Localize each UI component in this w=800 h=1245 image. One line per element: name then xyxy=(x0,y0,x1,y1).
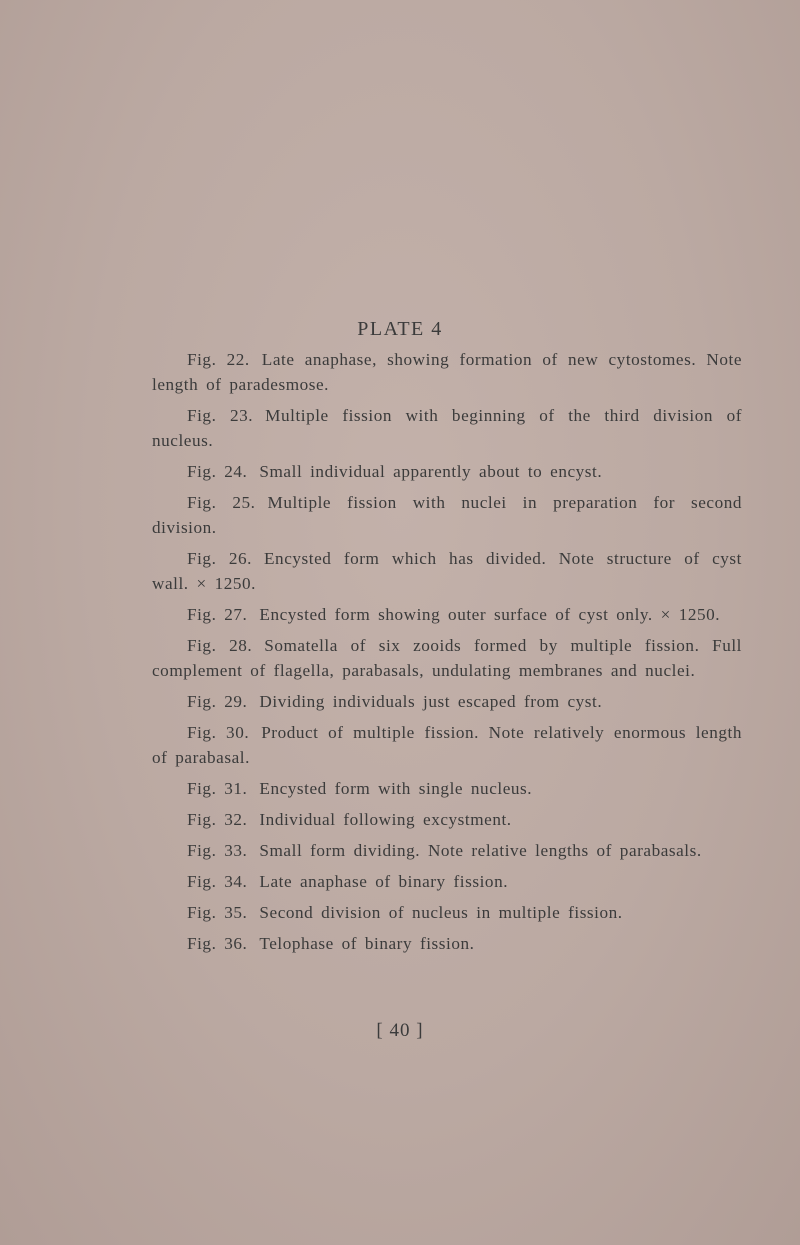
caption-fig-34 xyxy=(152,869,742,894)
caption-text: Individual following excystment. xyxy=(259,810,512,829)
caption-text: Late anaphase, showing formation of new cytostomes. Note length of paradesmose. xyxy=(152,350,742,394)
fig-label: Fig. 27. xyxy=(187,605,248,624)
caption-text: Encysted form which has divided. Note structure of cyst wall. × 1250. xyxy=(152,549,742,593)
fig-label: Fig. 35. xyxy=(187,903,248,922)
fig-label: Fig. 33. xyxy=(187,841,248,860)
fig-label: Fig. 30. xyxy=(187,723,250,742)
caption-text: Encysted form with single nucleus. xyxy=(259,779,533,798)
fig-label: Fig. 31. xyxy=(187,779,248,798)
fig-label: Fig. 25. xyxy=(187,493,256,512)
fig-label: Fig. 29. xyxy=(187,692,248,711)
caption-fig-27 xyxy=(152,602,742,627)
caption-text: Encysted form showing outer surface of cyst only. × 1250. xyxy=(259,605,721,624)
caption-fig-31 xyxy=(152,776,742,801)
plate-title: PLATE 4 xyxy=(357,318,443,340)
caption-fig-26 xyxy=(152,546,742,596)
caption-fig-22 xyxy=(152,347,742,397)
fig-label: Fig. 32. xyxy=(187,810,248,829)
caption-fig-28 xyxy=(152,633,742,683)
fig-label: Fig. 22. xyxy=(187,350,250,369)
caption-fig-24 xyxy=(152,459,742,484)
caption-text: Product of multiple fission. Note relatively enormous length of parabasal. xyxy=(152,723,742,767)
caption-fig-33 xyxy=(152,838,742,863)
caption-text: Second division of nucleus in multiple fission. xyxy=(259,903,623,922)
figure-captions xyxy=(152,347,742,962)
fig-label: Fig. 23. xyxy=(187,406,254,425)
fig-label: Fig. 28. xyxy=(187,636,253,655)
caption-fig-36 xyxy=(152,931,742,956)
caption-fig-23 xyxy=(152,403,742,453)
page-number: [ 40 ] xyxy=(376,1020,424,1041)
caption-text: Small individual apparently about to encyst. xyxy=(259,462,603,481)
caption-text: Dividing individuals just escaped from cyst. xyxy=(259,692,603,711)
caption-text: Multiple fission with beginning of the third division of nucleus. xyxy=(152,406,742,450)
caption-fig-35 xyxy=(152,900,742,925)
fig-label: Fig. 34. xyxy=(187,872,248,891)
caption-text: Small form dividing. Note relative lengths of parabasals. xyxy=(259,841,702,860)
fig-label: Fig. 26. xyxy=(187,549,252,568)
caption-text: Somatella of six zooids formed by multiple fission. Full complement of flagella, parabasals, undulating membranes and nuclei. xyxy=(152,636,743,680)
caption-fig-30 xyxy=(152,720,742,770)
caption-fig-29 xyxy=(152,689,742,714)
caption-fig-25 xyxy=(152,490,742,540)
caption-text: Telophase of binary fission. xyxy=(259,934,475,953)
caption-text: Late anaphase of binary fission. xyxy=(259,872,509,891)
fig-label: Fig. 36. xyxy=(187,934,248,953)
fig-label: Fig. 24. xyxy=(187,462,248,481)
caption-fig-32 xyxy=(152,807,742,832)
caption-text: Multiple fission with nuclei in preparation for second division. xyxy=(152,493,743,537)
